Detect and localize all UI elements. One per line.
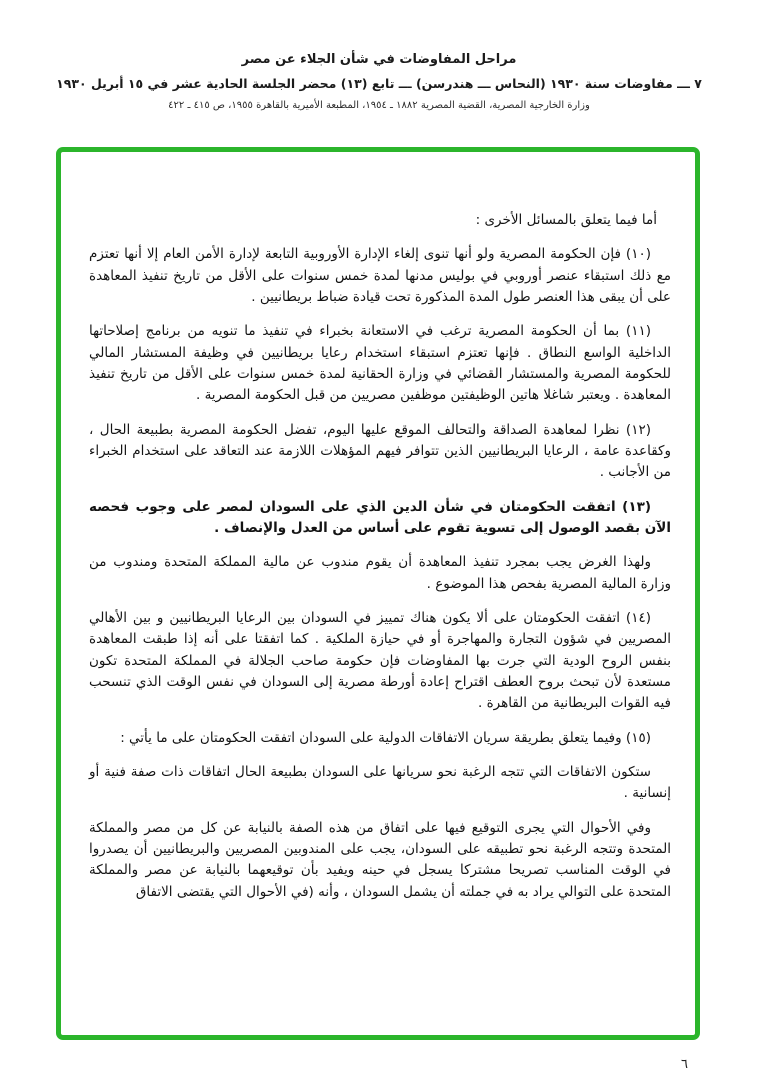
paragraph-14: (١٤) اتفقت الحكومتان على ألا يكون هناك تمييز في السودان بين الرعايا البريطانيين و بين الأهالي المصريين في شؤون التجارة والمهاجرة أو في حيازة الملكية . كما اتفقتا على أنه إذا طبقت المعاهدة بنفس الروح الودية التي جرت بها المفاوضات فإن حكومة صاحب الجلالة في المملكة المتحدة تكون مستعدة لأن تبحث بروح العطف اقتراح إعادة أورطة مصرية إلى السودان في نفس الوقت الذي تنسحب فيه القوات البريطانية من القاهرة . (89, 609, 671, 712)
document-source-citation: وزارة الخارجية المصرية، القضية المصرية ١٨٨٢ ـ ١٩٥٤، المطبعة الأميرية بالقاهرة ١٩٥٥، ص ٤١٥ ـ ٤٢٢ (168, 100, 590, 111)
document-body (89, 210, 671, 903)
paragraph-13: (١٣) اتفقت الحكومتان في شأن الدين الذي على السودان لمصر على وجوب فحصه الآن بقصد الوصول إلى تسوية تقوم على أساس من العدل والإنصاف . (89, 498, 671, 536)
document-frame (56, 147, 700, 1040)
paragraph-15-item-b: وفي الأحوال التي يجرى التوقيع فيها على اتفاق من هذه الصفة بالنيابة عن كل من مصر والمملكة المتحدة وتتجه الرغبة نحو تطبيقه على السودان، يجب على المندوبين المصريين والبريطانيين أن يصدروا في الوقت المناسب تصريحا مشتركا يسجل في حينه ويفيد بأن توقيعهما بالنيابة عن مصر والمملكة المتحدة على التوالي يراد به في جملته أن يشمل السودان ، وأنه (في الأحوال التي يقتضى الاتفاق (89, 819, 671, 900)
paragraph-13-continuation: ولهذا الغرض يجب بمجرد تنفيذ المعاهدة أن يقوم مندوب عن مالية المملكة المتحدة ومندوب من وزارة المالية المصرية بفحص هذا الموضوع . (89, 554, 671, 592)
paragraph-10: (١٠) فإن الحكومة المصرية ولو أنها تنوى إلغاء الإدارة الأوروبية التابعة لإدارة الأمن العام إلا أنها تعتزم مع ذلك استبقاء عنصر أوروبي في بوليس مدنها لمدة خمس سنوات على الأقل من تاريخ تنفيذ المعاهدة على أن يبقى هذا العنصر طول المدة المذكورة تحت قيادة ضباط بريطانيين . (89, 246, 671, 305)
page-header (0, 52, 758, 111)
intro-line: أما فيما يتعلق بالمسائل الأخرى : (475, 212, 657, 228)
page-number: ٦ (681, 1057, 688, 1072)
document-subtitle: ٧ ـــ مفاوضات سنة ١٩٣٠ (النحاس ـــ هندرسن) ـــ تابع (١٣) محضر الجلسة الحادية عشر في ١٥ أبريل ١٩٣٠ (56, 76, 702, 91)
paragraph-12: (١٢) نظرا لمعاهدة الصداقة والتحالف الموقع عليها اليوم، تفضل الحكومة المصرية بطبيعة الحال ، وكقاعدة عامة ، الرعايا البريطانيين الذين تتوافر فيهم المؤهلات اللازمة عند التعاقد على استخدام الخبراء من الأجانب . (89, 421, 671, 481)
document-title: مراحل المفاوضات في شأن الجلاء عن مصر (241, 52, 517, 67)
paragraph-11: (١١) بما أن الحكومة المصرية ترغب في الاستعانة بخبراء في تنفيذ ما تنويه من برنامج إصلاحاتها الداخلية الواسع النطاق . فإنها تعتزم استبقاء استخدام رعايا بريطانيين في وظيفة المستشار المالي للحكومة المصرية والمستشار القضائي في وزارة الحقانية لمدة خمس سنوات على الأقل من تاريخ تنفيذ المعاهدة . ويعتبر شاغلا هاتين الوظيفتين موظفين مصريين من قبل الحكومة المصرية . (89, 323, 671, 404)
paragraph-15-item-a: ستكون الاتفاقات التي تتجه الرغبة نحو سريانها على السودان بطبيعة الحال اتفاقات ذات صفة فنية أو إنسانية . (89, 763, 671, 802)
paragraph-15: (١٥) وفيما يتعلق بطريقة سريان الاتفاقات الدولية على السودان اتفقت الحكومتان على ما يأتي : (120, 729, 651, 746)
